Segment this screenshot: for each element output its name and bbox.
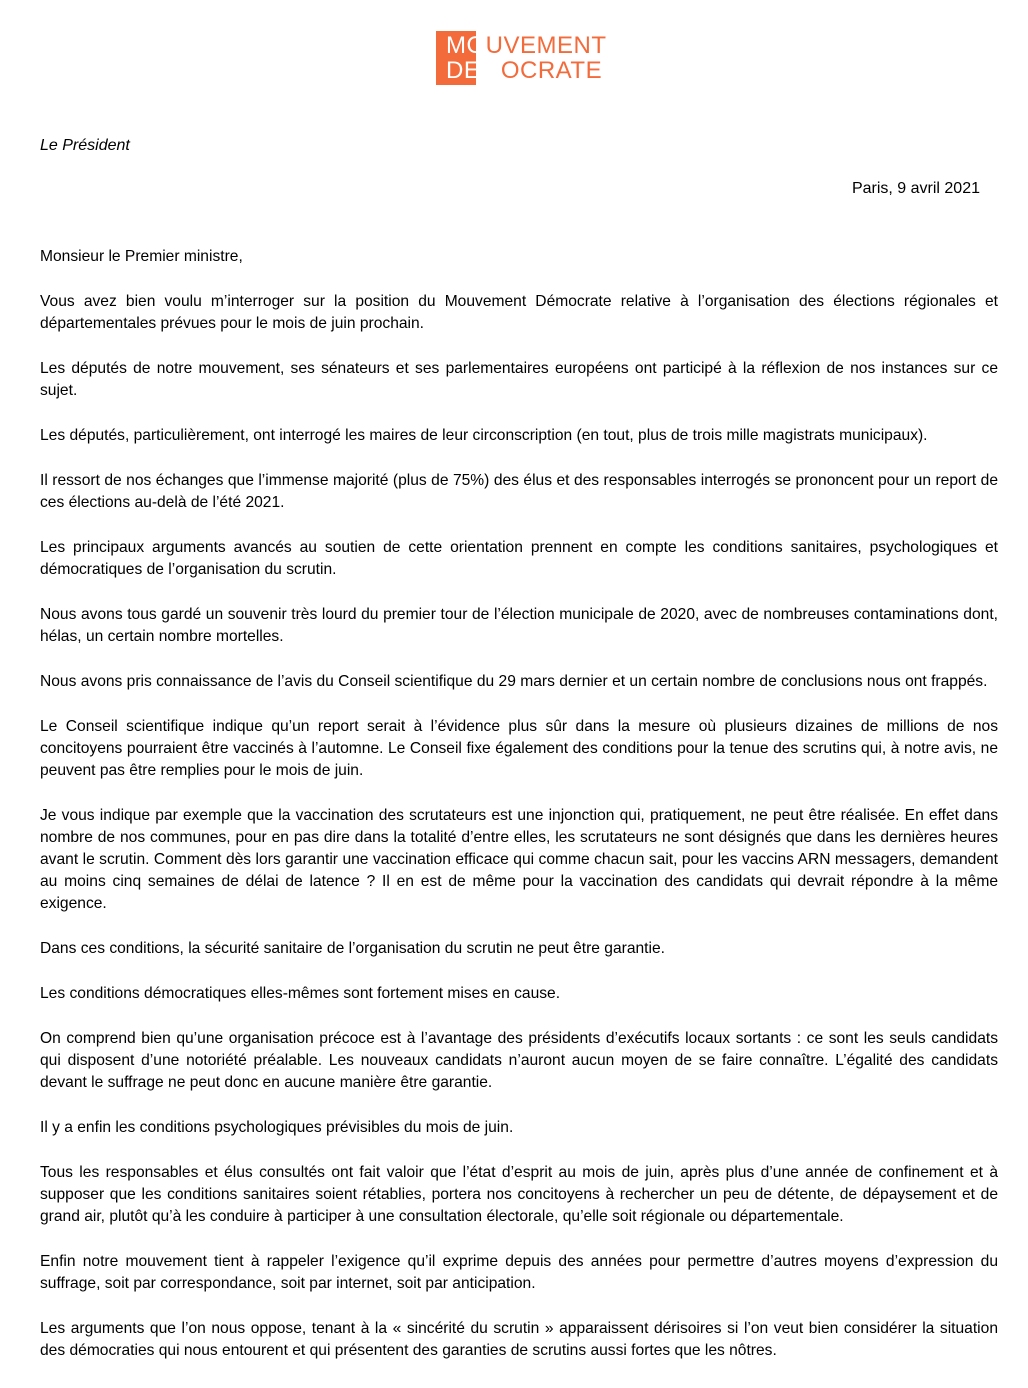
paragraph: On comprend bien qu’une organisation précoce est à l’avantage des présidents d’exécutifs locaux sortants : ce sont les seuls candidats qui disposent d’une notoriété préalable. Les nouveaux candidats n’auront aucun moyen de se faire connaître. L’égalité des candidats devant le suffrage ne peut donc en aucune manière être garantie. xyxy=(40,1030,998,1091)
paragraph: Vous avez bien voulu m’interroger sur la position du Mouvement Démocrate relative à l’organisation des élections régionales et départementales prévues pour le mois de juin prochain. xyxy=(40,293,998,332)
paragraph: Enfin notre mouvement tient à rappeler l’exigence qu’il exprime depuis des années pour permettre d’autres moyens d’expression du suffrage, soit par correspondance, soit par internet, soit par anticipation. xyxy=(40,1253,998,1292)
letter-body xyxy=(40,246,998,1385)
paragraph: Dans ces conditions, la sécurité sanitaire de l’organisation du scrutin ne peut être garantie. xyxy=(40,940,665,957)
logo-line1-white: MO xyxy=(446,32,486,59)
paragraph: Le Conseil scientifique indique qu’un report serait à l’évidence plus sûr dans la mesure où plusieurs dizaines de millions de nos concitoyens pourraient être vaccinés à l’automne. Le Conseil fixe également des conditions pour la tenue des scrutins qui, à notre avis, ne peuvent pas être remplies pour le mois de juin. xyxy=(40,718,998,779)
paragraph: Nous avons tous gardé un souvenir très lourd du premier tour de l’élection municipale de 2020, avec de nombreuses contaminations dont, hélas, un certain nombre mortelles. xyxy=(40,606,998,645)
paragraph: Je vous indique par exemple que la vaccination des scrutateurs est une injonction qui, pratiquement, ne peut être réalisée. En effet dans nombre de nos communes, pour en pas dire dans la totalité d’entre elles, les scrutateurs ne sont désignés que dans les dernières heures avant le scrutin. Comment dès lors garantir une vaccination efficace qui comme chacun sait, pour les vaccins ARN messagers, demandent au moins cinq semaines de délai de latence ? Il en est de même pour la vaccination des candidats qui devrait répondre à la même exigence. xyxy=(40,807,998,912)
place-date: Paris, 9 avril 2021 xyxy=(851,180,980,197)
logo-orange-block xyxy=(436,31,607,85)
paragraph: Il ressort de nos échanges que l’immense majorité (plus de 75%) des élus et des responsables interrogés se prononcent pour un report de ces élections au-delà de l’été 2021. xyxy=(40,472,998,511)
logo-line-2 xyxy=(446,59,607,84)
logo-line2-white: DEM xyxy=(446,57,501,84)
paragraph: Nous avons pris connaissance de l’avis du Conseil scientifique du 29 mars dernier et un certain nombre de conclusions nous ont frappés. xyxy=(40,673,988,690)
paragraph: Les principaux arguments avancés au soutien de cette orientation prennent en compte les conditions sanitaires, psychologiques et démocratiques de l’organisation du scrutin. xyxy=(40,539,998,578)
party-logo xyxy=(436,31,607,85)
logo-line-1 xyxy=(446,31,607,59)
logo-line1-orange: UVEMENT xyxy=(485,32,607,59)
paragraph: Les députés de notre mouvement, ses sénateurs et ses parlementaires européens ont participé à la réflexion de nos instances sur ce sujet. xyxy=(40,360,998,399)
paragraph: Il y a enfin les conditions psychologiques prévisibles du mois de juin. xyxy=(40,1119,514,1136)
logo-wordmark xyxy=(446,31,607,84)
paragraph: Les conditions démocratiques elles-mêmes sont fortement mises en cause. xyxy=(40,985,561,1002)
salutation: Monsieur le Premier ministre, xyxy=(40,248,243,265)
logo-line2-orange: OCRATE xyxy=(500,57,603,84)
paragraph: Les arguments que l’on nous oppose, tenant à la « sincérité du scrutin » apparaissent dérisoires si l’on veut bien considérer la situation des démocraties qui nous entourent et qui présentent des garanties de scrutins aussi fortes que les nôtres. xyxy=(40,1320,998,1359)
sender-role: Le Président xyxy=(40,137,130,154)
paragraph: Les députés, particulièrement, ont interrogé les maires de leur circonscription (en tout, plus de trois mille magistrats municipaux). xyxy=(40,427,928,444)
paragraph: Tous les responsables et élus consultés ont fait valoir que l’état d’esprit au mois de juin, après plus d’une année de confinement et à supposer que les conditions sanitaires soient rétablies, portera nos concitoyens à rechercher un peu de détente, de dépaysement et de grand air, plutôt qu’à les conduire à participer à une consultation électorale, qu’elle soit régionale ou départementale. xyxy=(40,1164,998,1225)
